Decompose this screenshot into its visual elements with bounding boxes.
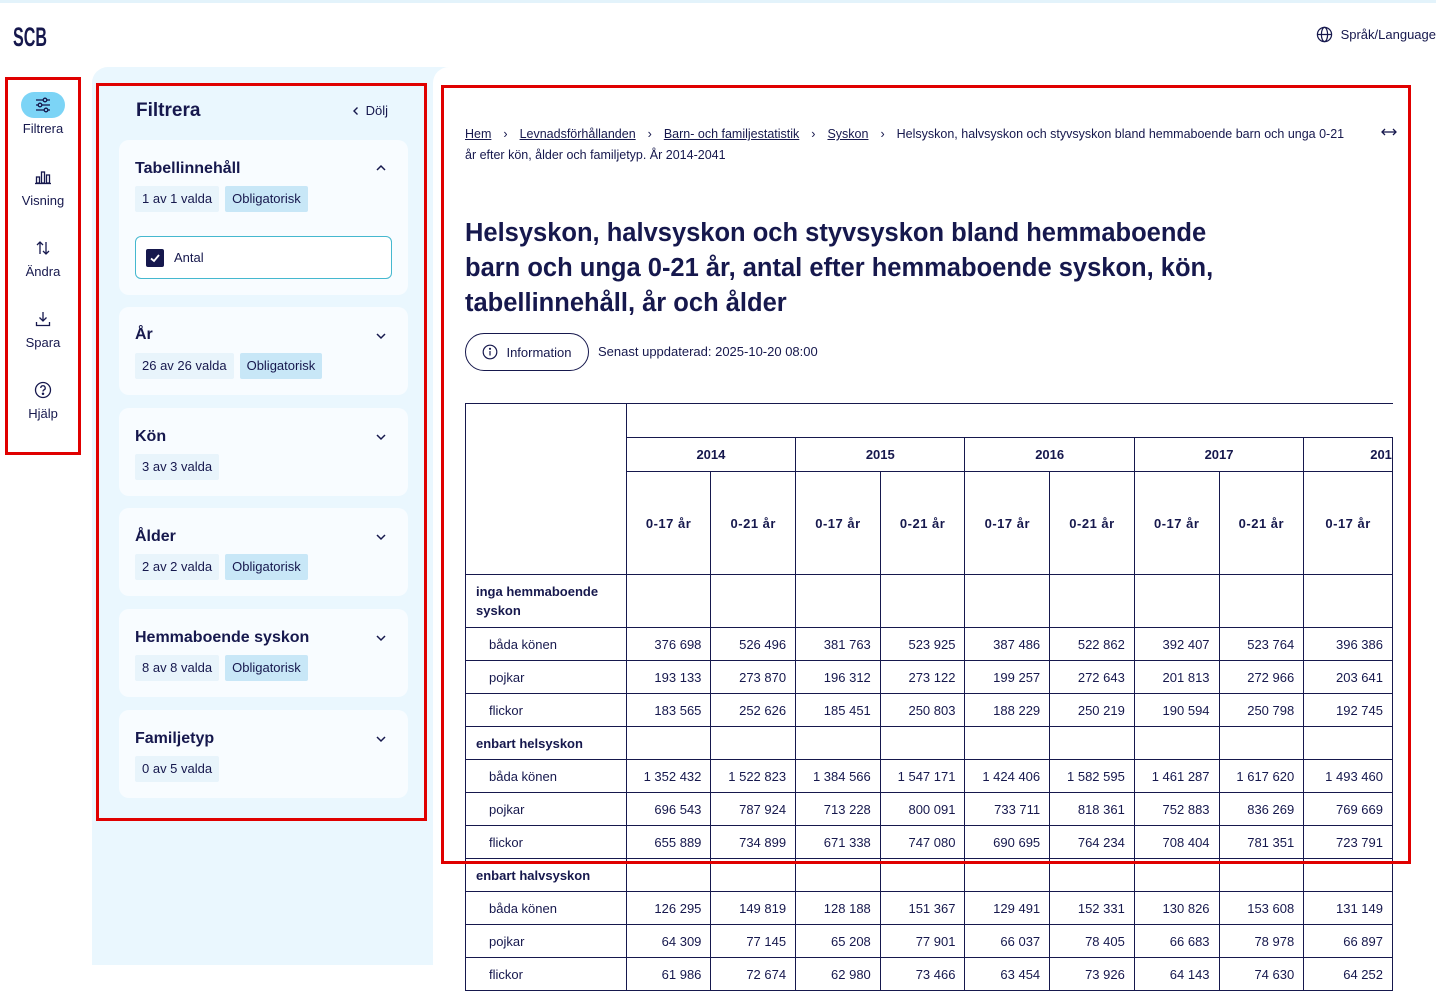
table-cell: 77 145 <box>711 925 796 958</box>
chip-row <box>135 655 308 681</box>
count-chip: 2 av 2 valda <box>135 554 219 580</box>
table-cell: 64 143 <box>1134 958 1219 991</box>
group-label: inga hemmaboende syskon <box>466 575 627 628</box>
table-cell: 381 763 <box>796 628 881 661</box>
card-title[interactable]: År <box>135 326 153 343</box>
table-cell: 64 309 <box>626 925 711 958</box>
table-cell: 196 312 <box>796 661 881 694</box>
age-header: 0-17 år <box>1304 472 1393 575</box>
table-cell: 65 208 <box>796 925 881 958</box>
chevron-right-icon: › <box>880 127 885 141</box>
count-chip: 1 av 1 valda <box>135 186 219 212</box>
row-label: båda könen <box>466 760 627 793</box>
table-cell: 396 386 <box>1304 628 1393 661</box>
information-label: Information <box>506 344 572 360</box>
table-cell: 61 986 <box>626 958 711 991</box>
count-chip: 8 av 8 valda <box>135 655 219 681</box>
chip-row <box>135 186 308 212</box>
top-accent-bar <box>0 0 1436 3</box>
table-row <box>466 892 1393 925</box>
table-cell: 733 711 <box>965 793 1050 826</box>
table-cell: 78 978 <box>1219 925 1304 958</box>
table-cell: 752 883 <box>1134 793 1219 826</box>
table-cell: 203 641 <box>1304 661 1393 694</box>
svg-text:SCB: SCB <box>13 22 47 52</box>
table-cell: 78 405 <box>1050 925 1135 958</box>
table-cell: 273 870 <box>711 661 796 694</box>
year-header: 2015 <box>796 438 965 472</box>
rail-item-spara[interactable] <box>8 306 78 350</box>
table-cell: 787 924 <box>711 793 796 826</box>
table-cell: 126 295 <box>626 892 711 925</box>
table-cell: 387 486 <box>965 628 1050 661</box>
table-cell: 151 367 <box>880 892 965 925</box>
chip-row <box>135 353 322 379</box>
chevron-right-icon: › <box>647 127 652 141</box>
rail-item-hjalp[interactable] <box>8 377 78 421</box>
sliders-icon <box>34 96 52 114</box>
bar-chart-icon <box>34 168 52 186</box>
table-cell: 526 496 <box>711 628 796 661</box>
main-content-frame <box>441 85 1411 864</box>
table-cell: 129 491 <box>965 892 1050 925</box>
table-cell: 272 966 <box>1219 661 1304 694</box>
chevron-right-icon: › <box>811 127 816 141</box>
table-cell: 190 594 <box>1134 694 1219 727</box>
rail-label: Filtrera <box>22 121 64 136</box>
breadcrumb-link[interactable]: Hem <box>465 127 492 141</box>
table-cell: 1 352 432 <box>626 760 711 793</box>
option-label: Antal <box>174 250 204 265</box>
chevron-down-icon[interactable] <box>374 530 388 544</box>
nav-rail <box>5 77 81 455</box>
table-cell: 769 669 <box>1304 793 1393 826</box>
checkbox-checked[interactable] <box>146 249 164 267</box>
breadcrumb-link[interactable]: Syskon <box>827 127 869 141</box>
age-header: 0-21 år <box>1050 472 1135 575</box>
filter-card-hemmaboende-syskon <box>119 609 408 697</box>
table-cell: 252 626 <box>711 694 796 727</box>
age-header: 0-21 år <box>711 472 796 575</box>
table-cell: 250 798 <box>1219 694 1304 727</box>
required-chip: Obligatorisk <box>225 554 308 580</box>
option-antal[interactable] <box>135 236 392 279</box>
rail-label: Visning <box>21 193 65 208</box>
table-cell: 1 424 406 <box>965 760 1050 793</box>
filter-card-alder <box>119 508 408 596</box>
table-cell: 1 617 620 <box>1219 760 1304 793</box>
year-header: 2017 <box>1134 438 1303 472</box>
row-label: flickor <box>466 694 627 727</box>
row-label: pojkar <box>466 793 627 826</box>
download-icon <box>34 310 52 328</box>
table-row <box>466 958 1393 991</box>
row-label: pojkar <box>466 661 627 694</box>
table-cell: 66 683 <box>1134 925 1219 958</box>
hide-label: Dölj <box>365 103 388 118</box>
table-cell: 152 331 <box>1050 892 1135 925</box>
table-cell: 708 404 <box>1134 826 1219 859</box>
age-header: 0-17 år <box>796 472 881 575</box>
card-title[interactable]: Ålder <box>135 528 176 545</box>
row-label: flickor <box>466 826 627 859</box>
language-label: Språk/Language <box>1340 26 1436 42</box>
rail-item-visning[interactable] <box>8 164 78 208</box>
card-title[interactable]: Kön <box>135 428 167 445</box>
year-header: 2014 <box>626 438 795 472</box>
table-row <box>466 925 1393 958</box>
table-cell: 153 608 <box>1219 892 1304 925</box>
table-cell: 188 229 <box>965 694 1050 727</box>
table-cell: 130 826 <box>1134 892 1219 925</box>
age-header: 0-17 år <box>1134 472 1219 575</box>
table-cell: 523 764 <box>1219 628 1304 661</box>
table-cell: 1 547 171 <box>880 760 965 793</box>
count-chip: 0 av 5 valda <box>135 756 219 782</box>
hide-filter-button[interactable] <box>351 103 388 118</box>
table-cell: 818 361 <box>1050 793 1135 826</box>
year-header: 2016 <box>965 438 1134 472</box>
globe-icon <box>1316 26 1333 43</box>
table-cell: 1 493 460 <box>1304 760 1393 793</box>
table-cell: 376 698 <box>626 628 711 661</box>
table-cell: 149 819 <box>711 892 796 925</box>
row-label: båda könen <box>466 628 627 661</box>
rail-label: Ändra <box>25 264 61 279</box>
table-cell: 734 899 <box>711 826 796 859</box>
chevron-right-icon: › <box>503 127 508 141</box>
table-cell: 713 228 <box>796 793 881 826</box>
scb-logo[interactable] <box>13 17 49 51</box>
count-chip: 3 av 3 valda <box>135 454 219 480</box>
card-title[interactable]: Hemmaboende syskon <box>135 629 310 646</box>
table-cell: 836 269 <box>1219 793 1304 826</box>
table-cell: 1 582 595 <box>1050 760 1135 793</box>
chip-row <box>135 756 219 782</box>
table-cell: 72 674 <box>711 958 796 991</box>
table-cell: 192 745 <box>1304 694 1393 727</box>
table-cell: 800 091 <box>880 793 965 826</box>
required-chip: Obligatorisk <box>240 353 323 379</box>
rail-label: Hjälp <box>28 406 58 421</box>
check-icon <box>149 252 161 264</box>
table-cell: 185 451 <box>796 694 881 727</box>
chevron-left-icon <box>351 106 361 116</box>
table-cell: 128 188 <box>796 892 881 925</box>
table-cell: 62 980 <box>796 958 881 991</box>
table-cell: 193 133 <box>626 661 711 694</box>
table-cell: 272 643 <box>1050 661 1135 694</box>
table-cell: 671 338 <box>796 826 881 859</box>
rail-item-filtrera[interactable] <box>8 92 78 136</box>
table-cell: 66 037 <box>965 925 1050 958</box>
table-cell: 250 803 <box>880 694 965 727</box>
rail-item-andra[interactable] <box>8 235 78 279</box>
age-header: 0-21 år <box>1219 472 1304 575</box>
group-label: enbart helsyskon <box>466 727 627 760</box>
table-cell: 183 565 <box>626 694 711 727</box>
breadcrumb-link[interactable]: Levnadsförhållanden <box>519 127 636 141</box>
page-title: Helsyskon, halvsyskon och styvsyskon bland hemmaboende barn och unga 0-21 år, antal efter hemmaboende syskon, kön, tabellinnehåll, år och ålder <box>465 219 1214 317</box>
table-cell: 723 791 <box>1304 826 1393 859</box>
table-cell: 747 080 <box>880 826 965 859</box>
table-cell: 273 122 <box>880 661 965 694</box>
row-label: flickor <box>466 958 627 991</box>
last-updated: Senast uppdaterad: 2025-10-20 08:00 <box>598 344 818 359</box>
swap-icon <box>34 239 52 257</box>
table-cell: 66 897 <box>1304 925 1393 958</box>
table-cell: 77 901 <box>880 925 965 958</box>
card-title[interactable]: Familjetyp <box>135 730 215 747</box>
breadcrumb-current: Helsyskon, halvsyskon och styvsyskon bland hemmaboende barn och unga 0-21 år efter kön, ålder och familjetyp. År 2014-2041 <box>465 127 1345 162</box>
table-cell: 1 384 566 <box>796 760 881 793</box>
table-cell: 392 407 <box>1134 628 1219 661</box>
filter-panel <box>96 83 427 821</box>
table-cell: 1 522 823 <box>711 760 796 793</box>
card-title[interactable]: Tabellinnehåll <box>135 160 241 177</box>
table-cell: 73 926 <box>1050 958 1135 991</box>
table-cell: 523 925 <box>880 628 965 661</box>
filter-card-ar <box>119 307 408 395</box>
age-header: 0-17 år <box>965 472 1050 575</box>
age-header: 0-21 år <box>880 472 965 575</box>
filter-card-familjetyp <box>119 710 408 798</box>
chevron-down-icon[interactable] <box>374 430 388 444</box>
row-label: pojkar <box>466 925 627 958</box>
filter-card-tabellinnehall <box>119 140 408 295</box>
table-cell: 73 466 <box>880 958 965 991</box>
filter-card-kon <box>119 408 408 496</box>
table-cell: 64 252 <box>1304 958 1393 991</box>
chip-row <box>135 454 219 480</box>
row-label: båda könen <box>466 892 627 925</box>
table-cell: 655 889 <box>626 826 711 859</box>
rail-label: Spara <box>25 335 61 350</box>
table-cell: 1 461 287 <box>1134 760 1219 793</box>
chevron-up-icon[interactable] <box>374 161 388 175</box>
table-cell: 690 695 <box>965 826 1050 859</box>
table-cell: 781 351 <box>1219 826 1304 859</box>
year-header: 201 <box>1304 438 1393 472</box>
table-cell: 63 454 <box>965 958 1050 991</box>
table-cell: 201 813 <box>1134 661 1219 694</box>
table-cell: 131 149 <box>1304 892 1393 925</box>
table-cell: 696 543 <box>626 793 711 826</box>
required-chip: Obligatorisk <box>225 186 308 212</box>
count-chip: 26 av 26 valda <box>135 353 234 379</box>
chevron-down-icon[interactable] <box>374 329 388 343</box>
required-chip: Obligatorisk <box>225 655 308 681</box>
chevron-down-icon[interactable] <box>374 631 388 645</box>
group-label: enbart halvsyskon <box>466 859 627 892</box>
table-cell: 250 219 <box>1050 694 1135 727</box>
chip-row <box>135 554 308 580</box>
table-cell: 74 630 <box>1219 958 1304 991</box>
chevron-down-icon[interactable] <box>374 732 388 746</box>
breadcrumb-link[interactable]: Barn- och familjestatistik <box>663 127 800 141</box>
table-cell: 199 257 <box>965 661 1050 694</box>
help-icon <box>34 381 52 399</box>
age-header: 0-17 år <box>626 472 711 575</box>
filter-title: Filtrera <box>136 100 201 121</box>
language-button[interactable] <box>1316 24 1436 44</box>
table-cell: 522 862 <box>1050 628 1135 661</box>
table-cell: 764 234 <box>1050 826 1135 859</box>
